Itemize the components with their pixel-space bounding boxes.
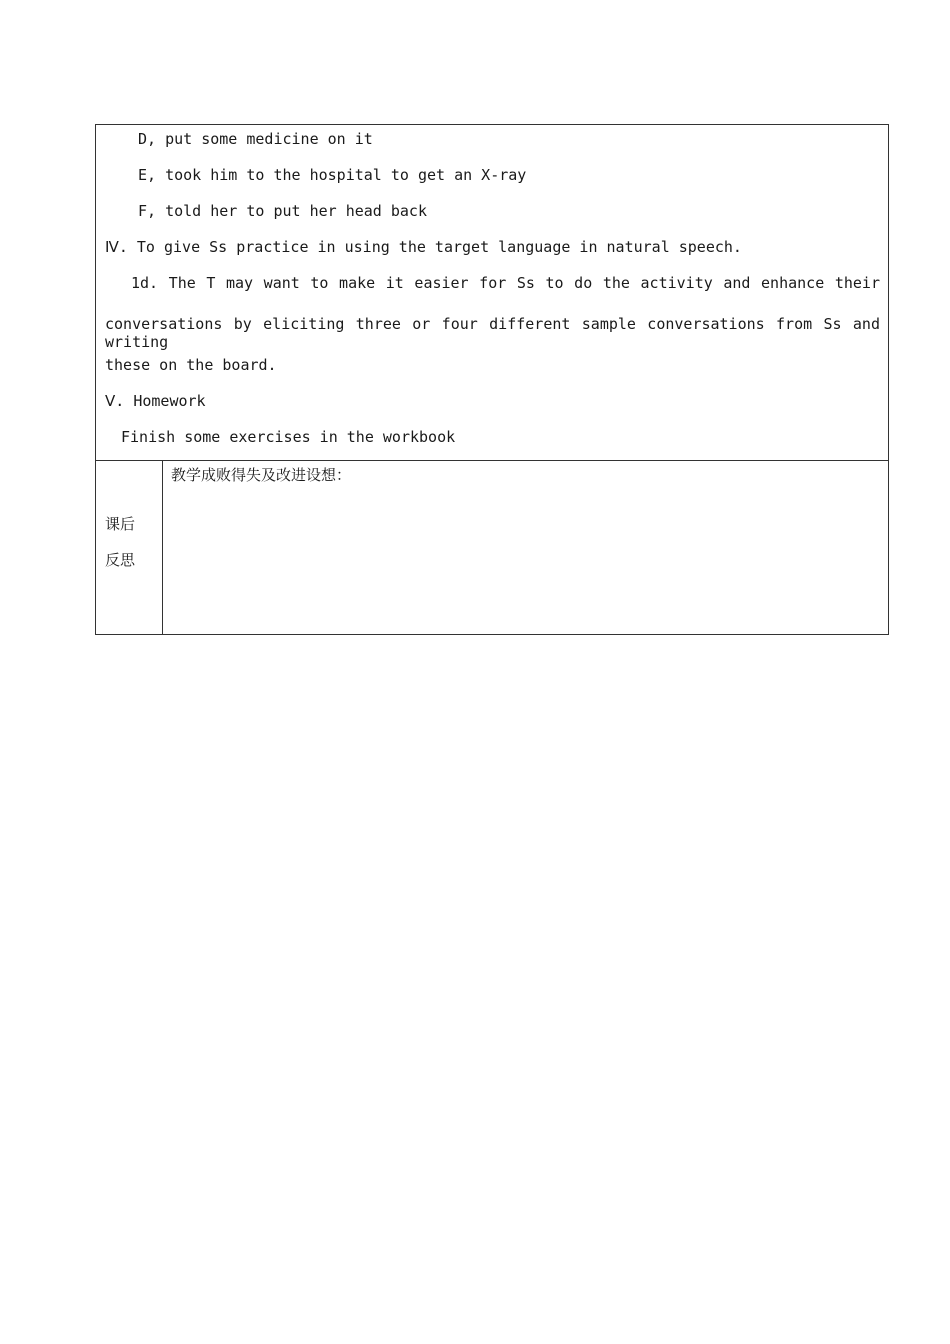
homework-text: Finish some exercises in the workbook [121, 428, 456, 446]
option-d: D, put some medicine on it [138, 130, 373, 148]
section-iv-paragraph-line-2: conversations by eliciting three or four different sample conversations from Ss and writing [105, 315, 880, 351]
section-iv-heading: Ⅳ. To give Ss practice in using the target language in natural speech. [105, 238, 742, 256]
reflection-label-cell [96, 461, 163, 634]
reflection-prompt: 教学成败得失及改进设想： [171, 466, 352, 484]
section-iv-paragraph-line-1: 1d. The T may want to make it easier for Ss to do the activity and enhance their [131, 274, 880, 292]
section-v-heading: Ⅴ. Homework [105, 392, 206, 410]
reflection-content-cell [163, 461, 888, 634]
section-iv-paragraph-line-3: these on the board. [105, 356, 277, 374]
option-f: F, told her to put her head back [138, 202, 427, 220]
reflection-label-line-1: 课后 [105, 515, 136, 533]
reflection-row [96, 461, 888, 634]
lesson-plan-table [95, 124, 889, 635]
lesson-procedure-cell [96, 125, 888, 461]
option-e: E, took him to the hospital to get an X-ray [138, 166, 527, 184]
reflection-label-line-2: 反思 [105, 551, 136, 569]
